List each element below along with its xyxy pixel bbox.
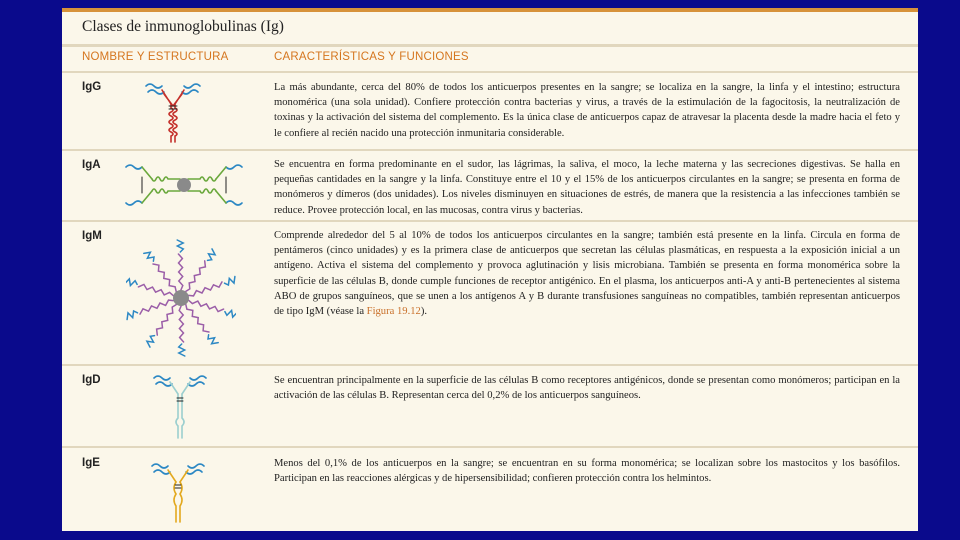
iga-dimer-icon [122, 161, 246, 209]
ige-monomer-icon [146, 458, 210, 528]
igg-monomer-icon [138, 78, 208, 144]
divider [62, 446, 918, 448]
column-header-structure: NOMBRE Y ESTRUCTURA [82, 51, 229, 63]
row-desc-igd: Se encuentran principalmente en la superficie de las células B como receptores antigénicos, donde se presentan como monómeros; participan en la activación de las células B. Representan cerca del 0,2% de los anticuerpos sanguíneos. [274, 375, 900, 402]
divider [62, 220, 918, 222]
igm-pentamer-icon [126, 234, 236, 360]
igd-monomer-icon [148, 370, 212, 440]
divider [62, 364, 918, 366]
row-desc-igg: La más abundante, cerca del 80% de todos los anticuerpos presentes en la sangre; se localiza en la sangre, la linfa y el intestino; estructura monomérica (una sola unidad). Confiere protección contra bacterias y virus, a través de la estimulación de la fagocitosis, la neutralización de toxinas y la activación del sistema del complemento. Es la única clase de anticuerpos capaz de atravesar la placenta desde la madre hacia el feto y le confiere al recién nacido una protección inmunitaria considerable. [274, 82, 900, 139]
immunoglobulin-table [62, 8, 918, 531]
top-accent-bar [62, 8, 918, 12]
row-desc-ige: Menos del 0,1% de los anticuerpos en la sangre; se encuentran en su forma monomérica; se localizan sobre los mastocitos y los basófilos. Participan en las reacciones alérgicas y de hipersensibilidad; confieren protección contra los helmintos. [274, 458, 900, 485]
divider [62, 44, 918, 47]
row-name-igg: IgG [82, 81, 102, 93]
row-name-ige: IgE [82, 457, 100, 469]
row-name-igm: IgM [82, 230, 102, 242]
row-name-iga: IgA [82, 159, 101, 171]
divider [62, 71, 918, 73]
column-header-functions: CARACTERÍSTICAS Y FUNCIONES [274, 51, 469, 63]
row-name-igd: IgD [82, 374, 101, 386]
row-desc-iga: Se encuentra en forma predominante en el sudor, las lágrimas, la saliva, el moco, la leche materna y las secreciones digestivas. Se halla en pequeñas cantidades en la sangre y la linfa. Constituye entre el 10 y el 15% de los anticuerpos circulantes en la sangre; se presenta en forma de monómeros y dímeros (dos unidades). Los niveles disminuyen en situaciones de estrés, de manera que la resistencia a las infecciones también se reduce. Provee protección local, en las mucosas, contra virus y bacterias. [274, 159, 900, 216]
row-desc-igm: Comprende alrededor del 5 al 10% de todos los anticuerpos circulantes en la sangre; también está presente en la linfa. Circula en forma de pentámeros (cinco unidades) y es la primera clase de anticuerpos que secretan las células plasmáticas, en respuesta a la exposición inicial a un antígeno. Activa el sistema del complemento y provoca aglutinación y lisis microbiana. También se presenta en forma monomérica sobre la superficie de las células B, donde cumple funciones de receptor antigénico. En el plasma, los anticuerpos anti-A y anti-B pertenecientes al sistema ABO de grupos sanguíneos, que se unen a los antígenos A y B durante transfusiones sanguíneas no compatibles, también representan anticuerpos de tipo IgM (véase la Figura 19.12). [274, 230, 900, 318]
figure-link[interactable]: Figura 19.12 [366, 306, 421, 318]
divider [62, 149, 918, 151]
table-title: Clases de inmunoglobulinas (Ig) [82, 18, 284, 35]
